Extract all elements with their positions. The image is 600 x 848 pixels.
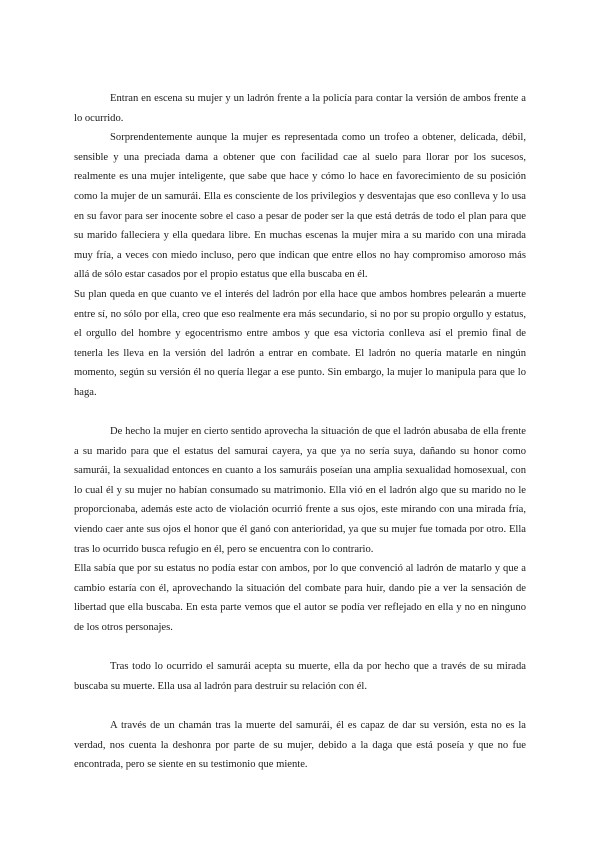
paragraph-spacer [74, 403, 526, 423]
paragraph-3: Su plan queda en que cuanto ve el interés del ladrón por ella hace que ambos hombres pelearán a muerte entre sí, no sólo por ella, creo que eso realmente era más secundario, si no por su propio orgullo y estatus, el orgullo del hombre y egocentrismo entre ambos y que esa victoria conlleva así el premio final de tenerla les lleva en la versión del ladrón a entrar en combate. El ladrón no quería matarle en ningún momento, según su versión él no quería llegar a ese punto. Sin embargo, la mujer lo manipula para que lo haga. [74, 288, 526, 398]
paragraph-5: Ella sabía que por su estatus no podía estar con ambos, por lo que convenció al ladrón de matarlo y que a cambio estaría con él, aprovechando la situación del combate para huir, dando pie a ver la sensación de libertad que ella buscaba. En esta parte vemos que el autor se podía ver reflejado en ella y no en ninguno de los otros personajes. [74, 563, 526, 634]
paragraph-1: Entran en escena su mujer y un ladrón frente a la policía para contar la versión de ambos frente a lo ocurrido. [74, 93, 526, 124]
paragraph-spacer [74, 696, 526, 716]
paragraph-spacer [74, 638, 526, 658]
document-page [74, 89, 526, 775]
paragraph-2: Sorprendentemente aunque la mujer es representada como un trofeo a obtener, delicada, débil, sensible y una preciada dama a obtener que con facilidad cae al suelo para llorar por los sucesos, realmente es una mujer inteligente, que sabe que hace y cómo lo hace en favorecimiento de su posición como la mujer de un samurái. Ella es consciente de los privilegios y desventajas que eso conlleva y lo usa en su favor para ser inocente sobre el caso a pesar de poder ser la que está detrás de todo el plan para que su marido falleciera y ella quedara libre. En muchas escenas la mujer mira a su marido con una mirada muy fría, a veces con miedo incluso, pero que indican que entre ellos no hay compromiso amoroso más allá de sólo estar casados por el propio estatus que ella buscaba en él. [74, 132, 526, 281]
paragraph-4: De hecho la mujer en cierto sentido aprovecha la situación de que el ladrón abusaba de ella frente a su marido para que el estatus del samurai cayera, ya que ya no sería suya, dañando su honor como samurái, la sexualidad entonces en cuanto a los samuráis poseían una amplia sexualidad homosexual, con lo cual él y su mujer no habían consumado su matrimonio. Ella vió en el ladrón algo que su marido no le proporcionaba, además este acto de violación ocurrió frente a sus ojos, este mirando con una mirada fría, viendo caer ante sus ojos el honor que él ganó con anterioridad, ya que su mujer fue tomada por otro. Ella tras lo ocurrido busca refugio en él, pero se encuentra con lo contrario. [74, 426, 526, 555]
paragraph-7: A través de un chamán tras la muerte del samurái, él es capaz de dar su versión, esta no es la verdad, nos cuenta la deshonra por parte de su mujer, debido a la daga que está poseía y que no fue encontrada, pero se siente en su testimonio que miente. [74, 720, 526, 771]
paragraph-6: Tras todo lo ocurrido el samurái acepta su muerte, ella da por hecho que a través de su mirada buscaba su muerte. Ella usa al ladrón para destruir su relación con él. [74, 661, 526, 692]
